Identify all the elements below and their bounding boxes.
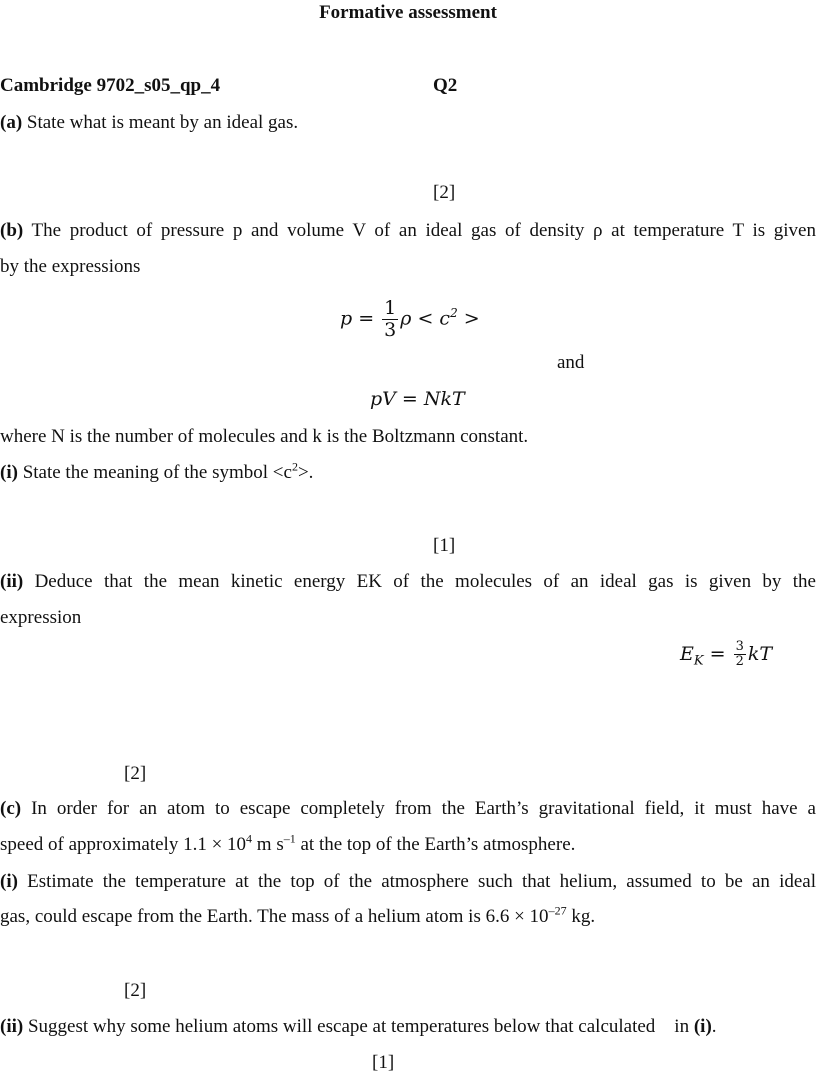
fraction-one-third: $\frac{1}{3}$	[384, 297, 397, 341]
part-b-ii-label: (ii)	[0, 571, 24, 592]
where-text: where N is the number of molecules and k is the Boltzmann constant.	[0, 426, 529, 447]
mark-c-ii: [1]	[372, 1052, 395, 1073]
part-c-i-label: (i)	[0, 871, 18, 892]
part-c-i-line2: gas, could escape from the Earth. The mass of a helium atom is $6.6 \times 10^{-27}$ kg.	[0, 903, 596, 927]
equation-pressure: p = $\frac{1}{3}$ $\rho < c^2$ >	[340, 297, 480, 341]
part-c-ii: (ii) Suggest why some helium atoms will escape at temperatures below that calculated in (i).	[0, 1016, 717, 1037]
part-b-text-1: The product of pressure p and volume V of an ideal gas of density ρ at temperature T is given	[31, 220, 816, 241]
part-c-i-line1: (i) Estimate the temperature at the top of the atmosphere such that helium, assumed to be an ideal	[0, 871, 816, 892]
mark-b-i: [1]	[433, 535, 456, 556]
part-c-ii-label: (ii)	[0, 1016, 24, 1037]
mark-a: [2]	[433, 182, 456, 203]
part-b-i-label: (i)	[0, 462, 18, 483]
mark-b-ii: [2]	[124, 763, 147, 784]
fraction-three-halves: $\frac{3}{2}$	[735, 639, 744, 670]
source-reference: Cambridge 9702_s05_qp_4	[0, 75, 221, 96]
part-a-text: State what is meant by an ideal gas.	[26, 112, 299, 133]
part-b-ii-line2: expression	[0, 607, 82, 628]
part-c-label: (c)	[0, 798, 22, 819]
part-b-label: (b)	[0, 220, 24, 241]
question-number: Q2	[433, 75, 458, 96]
part-b-line2: by the expressions	[0, 256, 141, 277]
mark-c-i: [2]	[124, 980, 147, 1001]
and-text: and	[557, 352, 585, 373]
page-title: Formative assessment	[319, 2, 497, 23]
part-b-line1	[0, 220, 816, 242]
part-c-line1: (c) In order for an atom to escape completely from the Earth’s gravitational field, it must have a	[0, 798, 816, 819]
part-a-label: (a)	[0, 112, 23, 133]
part-a	[0, 112, 298, 134]
equation-kinetic-energy: $E_K$ = $\frac{3}{2}$ kT	[680, 639, 773, 670]
part-b-ii-line1: (ii) Deduce that the mean kinetic energy EK of the molecules of an ideal gas is given by the	[0, 571, 816, 592]
equation-gas-law: pV = NkT	[370, 388, 465, 410]
part-b-i: (i) State the meaning of the symbol $<c^2>$.	[0, 459, 314, 483]
part-c-line2: speed of approximately $1.1 \times 10^4$ m $s^{-1}$ at the top of the Earth’s atmosphere.	[0, 831, 576, 855]
